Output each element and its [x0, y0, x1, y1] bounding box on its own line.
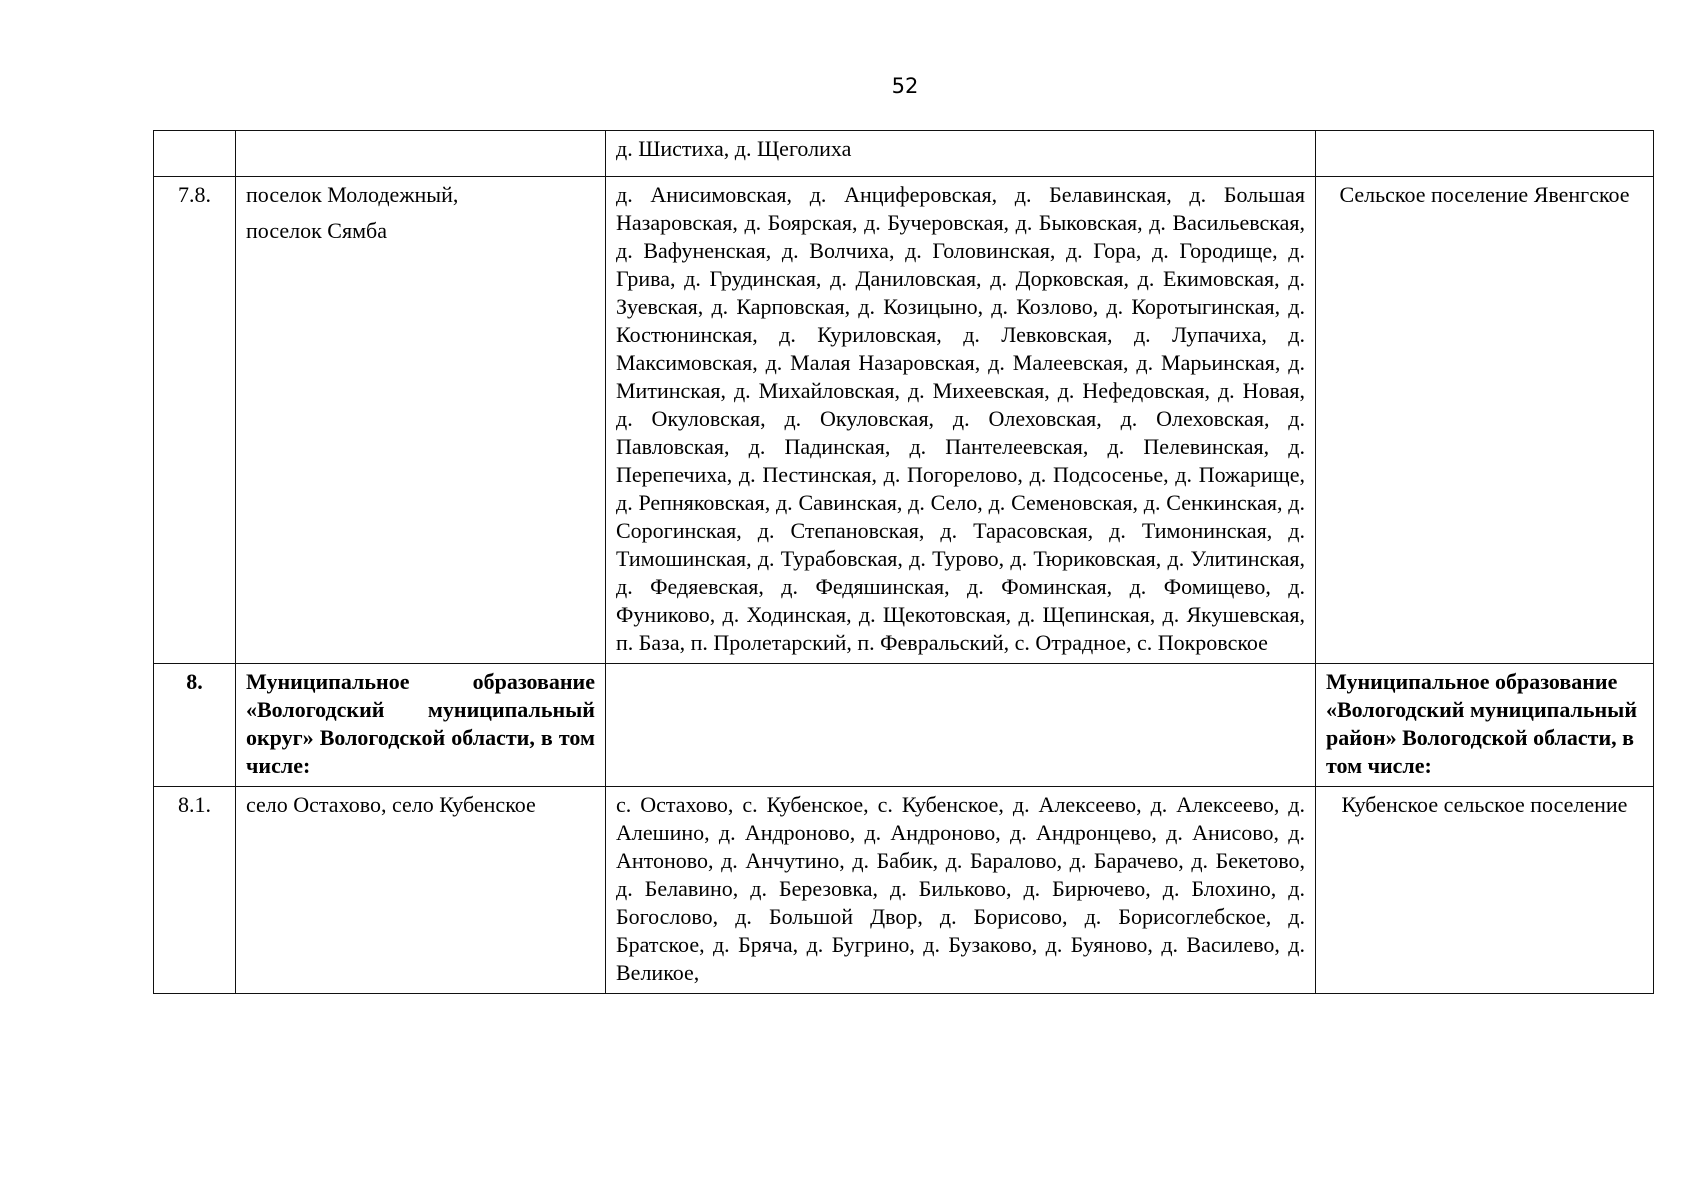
- table-row: [154, 131, 1654, 177]
- municipal-district-heading: Муниципальное образование «Вологодский муниципальный округ» Вологодской области, в том числе:: [236, 664, 606, 787]
- settlements-table: [153, 130, 1654, 994]
- row-number: 8.: [154, 664, 236, 787]
- settlement-name: поселок Сямба: [246, 218, 387, 243]
- villages-list: д. Шистиха, д. Щеголиха: [606, 131, 1316, 177]
- villages-list: с. Остахово, с. Кубенское, с. Кубенское, д. Алексеево, д. Алексеево, д. Алешино, д. Андроново, д. Андроново, д. Андронцево, д. Анисово, д. Антоново, д. Анчутино, д. Бабик, д. Баралово, д. Барачево, д. Бекетово, д. Белавино, д. Березовка, д. Бильково, д. Бирючево, д. Блохино, д. Богослово, д. Большой Двор, д. Борисово, д. Борисоглебское, д. Братское, д. Бряча, д. Бугрино, д. Бузаково, д. Буяново, д. Василево, д. Великое,: [606, 787, 1316, 994]
- row-number: 7.8.: [154, 177, 236, 664]
- settlement-name: село Остахово, село Кубенское: [246, 792, 536, 817]
- urban-settlement-cell: [236, 787, 606, 994]
- page-number: 52: [891, 74, 919, 98]
- municipality-cell: Кубенское сельское поселение: [1316, 787, 1654, 994]
- urban-settlement-cell: [236, 177, 606, 664]
- municipality-cell: [1316, 131, 1654, 177]
- municipal-district-former-name: Муниципальное образование «Вологодский муниципальный район» Вологодской области, в том числе:: [1316, 664, 1654, 787]
- municipality-cell: Сельское поселение Явенгское: [1316, 177, 1654, 664]
- row-number: [154, 131, 236, 177]
- urban-settlement-cell: [236, 131, 606, 177]
- villages-list: [606, 664, 1316, 787]
- settlement-name: поселок Молодежный,: [246, 182, 459, 207]
- table-row: [154, 177, 1654, 664]
- row-number: 8.1.: [154, 787, 236, 994]
- table-row: [154, 664, 1654, 787]
- table-row: [154, 787, 1654, 994]
- villages-list: д. Анисимовская, д. Анциферовская, д. Белавинская, д. Большая Назаровская, д. Боярская, д. Бучеровская, д. Быковская, д. Васильевская, д. Вафуненская, д. Волчиха, д. Головинская, д. Гора, д. Городище, д. Грива, д. Грудинская, д. Даниловская, д. Дорковская, д. Екимовская, д. Зуевская, д. Карповская, д. Козицыно, д. Козлово, д. Коротыгинская, д. Костюнинская, д. Куриловская, д. Левковская, д. Лупачиха, д. Максимовская, д. Малая Назаровская, д. Малеевская, д. Марьинская, д. Митинская, д. Михайловская, д. Михеевская, д. Нефедовская, д. Новая, д. Окуловская, д. Окуловская, д. Олеховская, д. Олеховская, д. Павловская, д. Падинская, д. Пантелеевская, д. Пелевинская, д. Перепечиха, д. Пестинская, д. Погорелово, д. Подсосенье, д. Пожарище, д. Репняковская, д. Савинская, д. Село, д. Семеновская, д. Сенкинская, д. Сорогинская, д. Степановская, д. Тарасовская, д. Тимонинская, д. Тимошинская, д. Турабовская, д. Турово, д. Тюриковская, д. Улитинская, д. Федяевская, д. Федяшинская, д. Фоминская, д. Фомищево, д. Фуниково, д. Ходинская, д. Щекотовская, д. Щепинская, д. Якушевская, п. База, п. Пролетарский, п. Февральский, с. Отрадное, с. Покровское: [606, 177, 1316, 664]
